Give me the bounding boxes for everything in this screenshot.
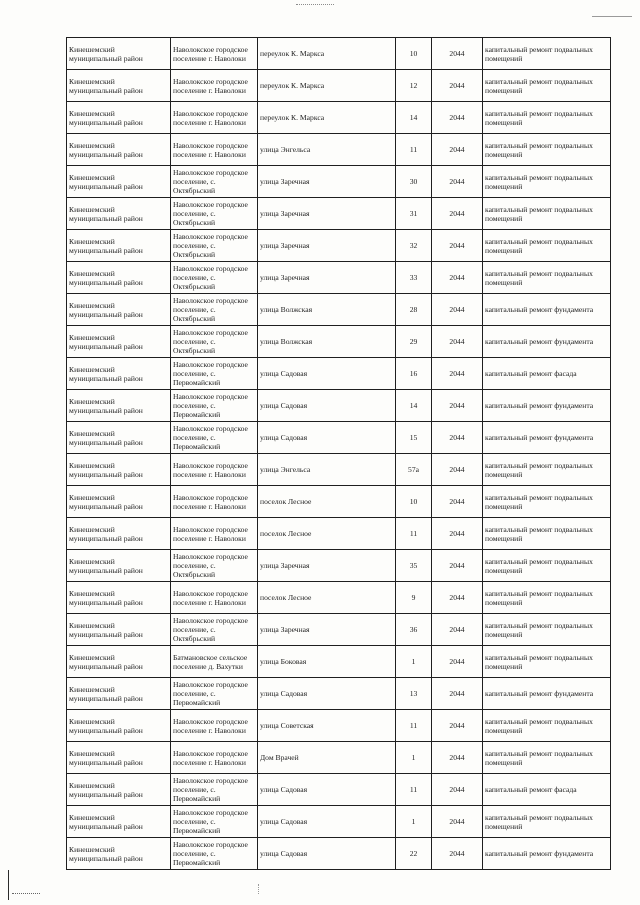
- settlement-cell: Наволокское городское поселение, с. Октябрьский: [171, 166, 258, 198]
- street-cell: улица Садовая: [258, 390, 396, 422]
- street-cell: переулок К. Маркса: [258, 70, 396, 102]
- house-number-cell: 11: [396, 518, 432, 550]
- district-cell: Кинешемский муниципальный район: [67, 806, 171, 838]
- repair-schedule-table: [66, 37, 611, 870]
- work-type-cell: капитальный ремонт фундамента: [483, 390, 611, 422]
- house-number-cell: 11: [396, 774, 432, 806]
- year-cell: 2044: [432, 230, 483, 262]
- work-type-cell: капитальный ремонт подвальных помещений: [483, 582, 611, 614]
- table-row: [67, 70, 611, 102]
- year-cell: 2044: [432, 102, 483, 134]
- street-cell: улица Заречная: [258, 614, 396, 646]
- street-cell: улица Садовая: [258, 774, 396, 806]
- work-type-cell: капитальный ремонт подвальных помещений: [483, 38, 611, 70]
- street-cell: улица Заречная: [258, 230, 396, 262]
- district-cell: Кинешемский муниципальный район: [67, 294, 171, 326]
- district-cell: Кинешемский муниципальный район: [67, 70, 171, 102]
- work-type-cell: капитальный ремонт фундамента: [483, 678, 611, 710]
- house-number-cell: 31: [396, 198, 432, 230]
- scan-artifact-bottom: [258, 884, 261, 894]
- work-type-cell: капитальный ремонт подвальных помещений: [483, 710, 611, 742]
- district-cell: Кинешемский муниципальный район: [67, 582, 171, 614]
- table-row: [67, 774, 611, 806]
- work-type-cell: капитальный ремонт подвальных помещений: [483, 230, 611, 262]
- table-row: [67, 742, 611, 774]
- settlement-cell: Наволокское городское поселение г. Наволоки: [171, 102, 258, 134]
- work-type-cell: капитальный ремонт фундамента: [483, 838, 611, 870]
- house-number-cell: 22: [396, 838, 432, 870]
- table-row: [67, 358, 611, 390]
- district-cell: Кинешемский муниципальный район: [67, 166, 171, 198]
- district-cell: Кинешемский муниципальный район: [67, 678, 171, 710]
- work-type-cell: капитальный ремонт подвальных помещений: [483, 198, 611, 230]
- work-type-cell: капитальный ремонт подвальных помещений: [483, 614, 611, 646]
- table-row: [67, 262, 611, 294]
- year-cell: 2044: [432, 134, 483, 166]
- street-cell: переулок К. Маркса: [258, 38, 396, 70]
- table-row: [67, 550, 611, 582]
- year-cell: 2044: [432, 550, 483, 582]
- year-cell: 2044: [432, 262, 483, 294]
- table-row: [67, 486, 611, 518]
- street-cell: улица Заречная: [258, 198, 396, 230]
- district-cell: Кинешемский муниципальный район: [67, 518, 171, 550]
- work-type-cell: капитальный ремонт фасада: [483, 774, 611, 806]
- settlement-cell: Наволокское городское поселение, с. Октябрьский: [171, 198, 258, 230]
- work-type-cell: капитальный ремонт фундамента: [483, 326, 611, 358]
- district-cell: Кинешемский муниципальный район: [67, 550, 171, 582]
- work-type-cell: капитальный ремонт фундамента: [483, 294, 611, 326]
- house-number-cell: 1: [396, 742, 432, 774]
- table-row: [67, 230, 611, 262]
- house-number-cell: 29: [396, 326, 432, 358]
- district-cell: Кинешемский муниципальный район: [67, 838, 171, 870]
- settlement-cell: Наволокское городское поселение, с. Октябрьский: [171, 614, 258, 646]
- house-number-cell: 11: [396, 134, 432, 166]
- street-cell: улица Садовая: [258, 422, 396, 454]
- table-row: [67, 838, 611, 870]
- settlement-cell: Наволокское городское поселение, с. Первомайский: [171, 422, 258, 454]
- work-type-cell: капитальный ремонт подвальных помещений: [483, 646, 611, 678]
- house-number-cell: 33: [396, 262, 432, 294]
- year-cell: 2044: [432, 838, 483, 870]
- work-type-cell: капитальный ремонт фасада: [483, 358, 611, 390]
- district-cell: Кинешемский муниципальный район: [67, 198, 171, 230]
- work-type-cell: капитальный ремонт подвальных помещений: [483, 262, 611, 294]
- street-cell: поселок Лесное: [258, 518, 396, 550]
- settlement-cell: Наволокское городское поселение, с. Первомайский: [171, 390, 258, 422]
- street-cell: улица Заречная: [258, 262, 396, 294]
- settlement-cell: Наволокское городское поселение г. Наволоки: [171, 70, 258, 102]
- year-cell: 2044: [432, 358, 483, 390]
- street-cell: улица Садовая: [258, 806, 396, 838]
- settlement-cell: Наволокское городское поселение, с. Октябрьский: [171, 550, 258, 582]
- house-number-cell: 14: [396, 390, 432, 422]
- table-row: [67, 38, 611, 70]
- house-number-cell: 1: [396, 806, 432, 838]
- district-cell: Кинешемский муниципальный район: [67, 454, 171, 486]
- scan-artifact-top: [296, 4, 334, 5]
- house-number-cell: 15: [396, 422, 432, 454]
- table-body: [67, 38, 611, 870]
- work-type-cell: капитальный ремонт подвальных помещений: [483, 550, 611, 582]
- work-type-cell: капитальный ремонт подвальных помещений: [483, 70, 611, 102]
- district-cell: Кинешемский муниципальный район: [67, 422, 171, 454]
- table-row: [67, 166, 611, 198]
- street-cell: улица Заречная: [258, 166, 396, 198]
- settlement-cell: Наволокское городское поселение, с. Октябрьский: [171, 294, 258, 326]
- street-cell: улица Боковая: [258, 646, 396, 678]
- work-type-cell: капитальный ремонт подвальных помещений: [483, 742, 611, 774]
- settlement-cell: Наволокское городское поселение г. Наволоки: [171, 38, 258, 70]
- year-cell: 2044: [432, 518, 483, 550]
- district-cell: Кинешемский муниципальный район: [67, 742, 171, 774]
- house-number-cell: 35: [396, 550, 432, 582]
- work-type-cell: капитальный ремонт подвальных помещений: [483, 166, 611, 198]
- year-cell: 2044: [432, 806, 483, 838]
- year-cell: 2044: [432, 486, 483, 518]
- street-cell: улица Советская: [258, 710, 396, 742]
- year-cell: 2044: [432, 326, 483, 358]
- house-number-cell: 32: [396, 230, 432, 262]
- year-cell: 2044: [432, 422, 483, 454]
- settlement-cell: Наволокское городское поселение, с. Первомайский: [171, 358, 258, 390]
- table-row: [67, 806, 611, 838]
- table-row: [67, 614, 611, 646]
- house-number-cell: 10: [396, 486, 432, 518]
- table-row: [67, 294, 611, 326]
- year-cell: 2044: [432, 646, 483, 678]
- year-cell: 2044: [432, 70, 483, 102]
- district-cell: Кинешемский муниципальный район: [67, 102, 171, 134]
- district-cell: Кинешемский муниципальный район: [67, 262, 171, 294]
- settlement-cell: Наволокское городское поселение г. Наволоки: [171, 518, 258, 550]
- house-number-cell: 9: [396, 582, 432, 614]
- work-type-cell: капитальный ремонт подвальных помещений: [483, 454, 611, 486]
- work-type-cell: капитальный ремонт подвальных помещений: [483, 518, 611, 550]
- settlement-cell: Наволокское городское поселение г. Наволоки: [171, 710, 258, 742]
- work-type-cell: капитальный ремонт подвальных помещений: [483, 806, 611, 838]
- house-number-cell: 1: [396, 646, 432, 678]
- settlement-cell: Наволокское городское поселение, с. Первомайский: [171, 806, 258, 838]
- table-row: [67, 134, 611, 166]
- year-cell: 2044: [432, 166, 483, 198]
- district-cell: Кинешемский муниципальный район: [67, 614, 171, 646]
- house-number-cell: 10: [396, 38, 432, 70]
- house-number-cell: 16: [396, 358, 432, 390]
- table-row: [67, 678, 611, 710]
- work-type-cell: капитальный ремонт подвальных помещений: [483, 486, 611, 518]
- house-number-cell: 11: [396, 710, 432, 742]
- table-row: [67, 422, 611, 454]
- work-type-cell: капитальный ремонт подвальных помещений: [483, 102, 611, 134]
- year-cell: 2044: [432, 774, 483, 806]
- street-cell: поселок Лесное: [258, 582, 396, 614]
- settlement-cell: Наволокское городское поселение, с. Первомайский: [171, 774, 258, 806]
- house-number-cell: 12: [396, 70, 432, 102]
- settlement-cell: Наволокское городское поселение, с. Первомайский: [171, 838, 258, 870]
- year-cell: 2044: [432, 742, 483, 774]
- street-cell: улица Энгельса: [258, 454, 396, 486]
- street-cell: улица Волжская: [258, 294, 396, 326]
- house-number-cell: 57а: [396, 454, 432, 486]
- year-cell: 2044: [432, 454, 483, 486]
- table-row: [67, 454, 611, 486]
- settlement-cell: Наволокское городское поселение, с. Октябрьский: [171, 326, 258, 358]
- house-number-cell: 14: [396, 102, 432, 134]
- district-cell: Кинешемский муниципальный район: [67, 38, 171, 70]
- table-row: [67, 198, 611, 230]
- district-cell: Кинешемский муниципальный район: [67, 358, 171, 390]
- street-cell: улица Садовая: [258, 838, 396, 870]
- street-cell: улица Волжская: [258, 326, 396, 358]
- table-row: [67, 710, 611, 742]
- scan-artifact-footer-line: [12, 893, 40, 894]
- scan-artifact-right: [592, 16, 632, 17]
- year-cell: 2044: [432, 294, 483, 326]
- district-cell: Кинешемский муниципальный район: [67, 646, 171, 678]
- street-cell: улица Садовая: [258, 678, 396, 710]
- table-row: [67, 102, 611, 134]
- scan-artifact-left-bracket: [8, 870, 9, 900]
- street-cell: улица Заречная: [258, 550, 396, 582]
- table-row: [67, 646, 611, 678]
- settlement-cell: Батмановское сельское поселение д. Вахутки: [171, 646, 258, 678]
- year-cell: 2044: [432, 390, 483, 422]
- year-cell: 2044: [432, 710, 483, 742]
- year-cell: 2044: [432, 38, 483, 70]
- work-type-cell: капитальный ремонт подвальных помещений: [483, 134, 611, 166]
- house-number-cell: 13: [396, 678, 432, 710]
- district-cell: Кинешемский муниципальный район: [67, 710, 171, 742]
- year-cell: 2044: [432, 614, 483, 646]
- table-row: [67, 326, 611, 358]
- settlement-cell: Наволокское городское поселение г. Наволоки: [171, 134, 258, 166]
- settlement-cell: Наволокское городское поселение, с. Первомайский: [171, 678, 258, 710]
- table-row: [67, 582, 611, 614]
- house-number-cell: 28: [396, 294, 432, 326]
- settlement-cell: Наволокское городское поселение, с. Октябрьский: [171, 262, 258, 294]
- house-number-cell: 30: [396, 166, 432, 198]
- settlement-cell: Наволокское городское поселение г. Наволоки: [171, 582, 258, 614]
- settlement-cell: Наволокское городское поселение г. Наволоки: [171, 486, 258, 518]
- district-cell: Кинешемский муниципальный район: [67, 486, 171, 518]
- street-cell: улица Садовая: [258, 358, 396, 390]
- settlement-cell: Наволокское городское поселение г. Наволоки: [171, 454, 258, 486]
- year-cell: 2044: [432, 198, 483, 230]
- district-cell: Кинешемский муниципальный район: [67, 134, 171, 166]
- district-cell: Кинешемский муниципальный район: [67, 774, 171, 806]
- work-type-cell: капитальный ремонт фундамента: [483, 422, 611, 454]
- house-number-cell: 36: [396, 614, 432, 646]
- street-cell: Дом Врачей: [258, 742, 396, 774]
- district-cell: Кинешемский муниципальный район: [67, 230, 171, 262]
- street-cell: улица Энгельса: [258, 134, 396, 166]
- table-row: [67, 390, 611, 422]
- settlement-cell: Наволокское городское поселение, с. Октябрьский: [171, 230, 258, 262]
- settlement-cell: Наволокское городское поселение г. Наволоки: [171, 742, 258, 774]
- district-cell: Кинешемский муниципальный район: [67, 326, 171, 358]
- street-cell: переулок К. Маркса: [258, 102, 396, 134]
- street-cell: поселок Лесное: [258, 486, 396, 518]
- year-cell: 2044: [432, 678, 483, 710]
- year-cell: 2044: [432, 582, 483, 614]
- table-row: [67, 518, 611, 550]
- district-cell: Кинешемский муниципальный район: [67, 390, 171, 422]
